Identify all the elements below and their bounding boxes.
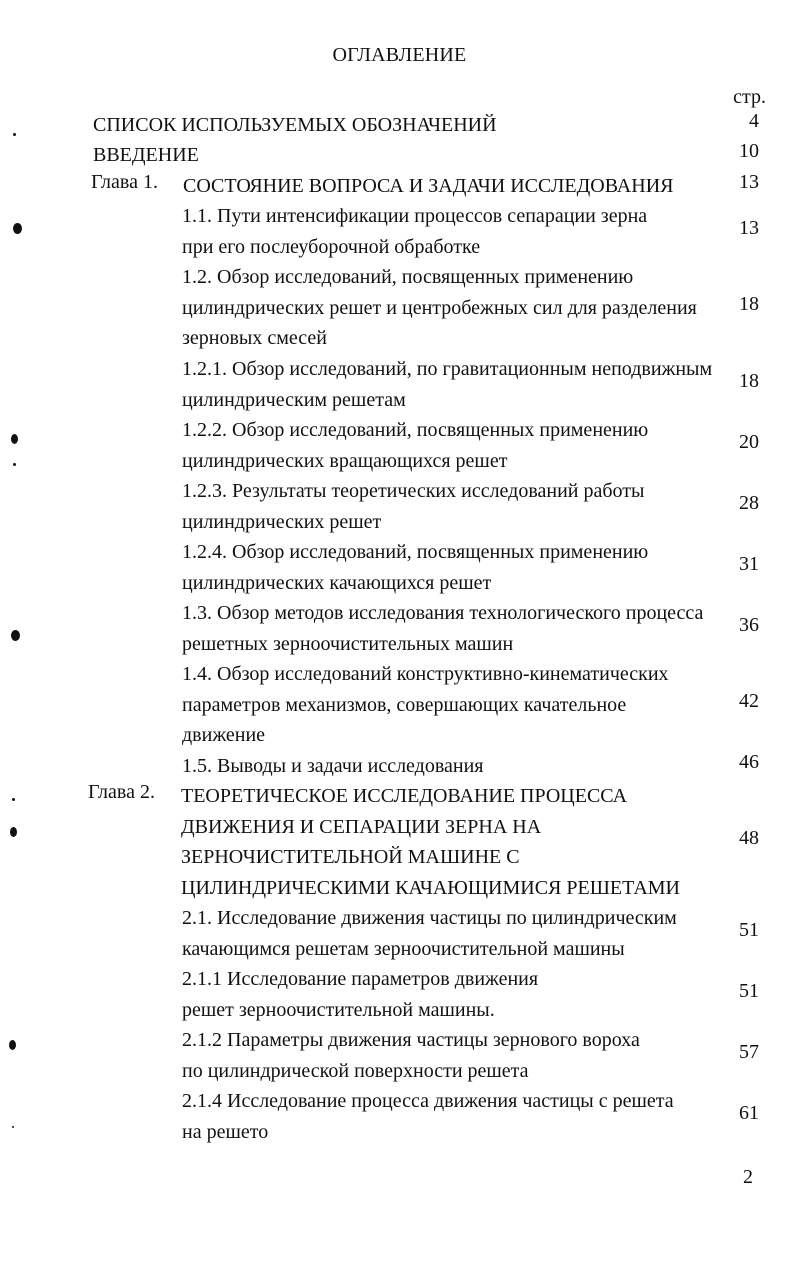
toc-entry-text: 2.1. Исследование движения частицы по цилиндрическим качающимся решетам зерноочистительной машины (182, 907, 677, 960)
toc-entry-text: 1.2.2. Обзор исследований, посвященных применению цилиндрических вращающихся решет (182, 419, 649, 472)
page-column-label: стр. (733, 86, 766, 108)
scan-hole-mark (10, 827, 17, 837)
toc-entry-text: 1.5. Выводы и задачи исследования (182, 755, 484, 777)
scan-hole-mark (13, 223, 22, 234)
toc-entry-text: ВВЕДЕНИЕ (93, 144, 199, 166)
toc-entry-text: 2.1.2 Параметры движения частицы зернового вороха по цилиндрической поверхности решета (182, 1029, 640, 1082)
toc-entry-text: 1.3. Обзор методов исследования технологического процесса решетных зерноочистительных машин (182, 602, 704, 655)
toc-entry-page: 46 (739, 751, 759, 773)
toc-entry-page: 4 (749, 110, 759, 132)
scan-speck (12, 1126, 14, 1128)
scan-speck (13, 133, 16, 136)
scan-hole-mark (11, 434, 18, 444)
toc-entry-text: ТЕОРЕТИЧЕСКОЕ ИССЛЕДОВАНИЕ ПРОЦЕССА ДВИЖЕНИЯ И СЕПАРАЦИИ ЗЕРНА НА ЗЕРНОЧИСТИТЕЛЬНОЙ МАШИНЕ С ЦИЛИНДРИЧЕСКИМИ КАЧАЮЩИМИСЯ РЕШЕТАМИ (181, 785, 681, 899)
toc-entry-page: 13 (739, 217, 759, 239)
chapter-label: Глава 2. (88, 781, 155, 803)
toc-entry-page: 31 (739, 553, 759, 575)
toc-entry-page: 57 (739, 1041, 759, 1063)
toc-entry-page: 42 (739, 690, 759, 712)
toc-entry-text: 2.1.4 Исследование процесса движения частицы с решета на решето (182, 1090, 674, 1143)
toc-entry-text: СОСТОЯНИЕ ВОПРОСА И ЗАДАЧИ ИССЛЕДОВАНИЯ (183, 175, 674, 197)
toc-entry-text: 1.2.3. Результаты теоретических исследований работы цилиндрических решет (182, 480, 645, 533)
scan-hole-mark (11, 630, 20, 641)
scan-speck (12, 798, 15, 801)
toc-entry-text: 1.2.1. Обзор исследований, по гравитационным неподвижным цилиндрическим решетам (182, 358, 713, 411)
scan-hole-mark (9, 1040, 16, 1050)
toc-entry-page: 51 (739, 919, 759, 941)
toc-entry-page: 18 (739, 370, 759, 392)
page-title: ОГЛАВЛЕНИЕ (332, 44, 467, 66)
toc-entry-page: 28 (739, 492, 759, 514)
toc-entry-page: 51 (739, 980, 759, 1002)
toc-entry-text: 1.2. Обзор исследований, посвященных применению цилиндрических решет и центробежных сил для разделения зерновых смесей (182, 266, 697, 349)
toc-entry-text: СПИСОК ИСПОЛЬЗУЕМЫХ ОБОЗНАЧЕНИЙ (93, 114, 497, 136)
scan-speck (13, 463, 16, 466)
toc-entry-page: 48 (739, 827, 759, 849)
toc-entry-text: 1.2.4. Обзор исследований, посвященных применению цилиндрических качающихся решет (182, 541, 649, 594)
toc-entry-text: 1.1. Пути интенсификации процессов сепарации зерна при его послеуборочной обработке (182, 205, 648, 258)
toc-entry-page: 13 (739, 171, 759, 193)
toc-entry-text: 1.4. Обзор исследований конструктивно-кинематических параметров механизмов, совершающих качательное движение (182, 663, 669, 746)
toc-entry-page: 20 (739, 431, 759, 453)
toc-entry-page: 36 (739, 614, 759, 636)
toc-entry-page: 61 (739, 1102, 759, 1124)
toc-entry-page: 10 (739, 140, 759, 162)
toc-entry-page: 18 (739, 293, 759, 315)
chapter-label: Глава 1. (91, 171, 158, 193)
toc-entry-text: 2.1.1 Исследование параметров движения решет зерноочистительной машины. (182, 968, 539, 1021)
page-number: 2 (743, 1166, 753, 1188)
